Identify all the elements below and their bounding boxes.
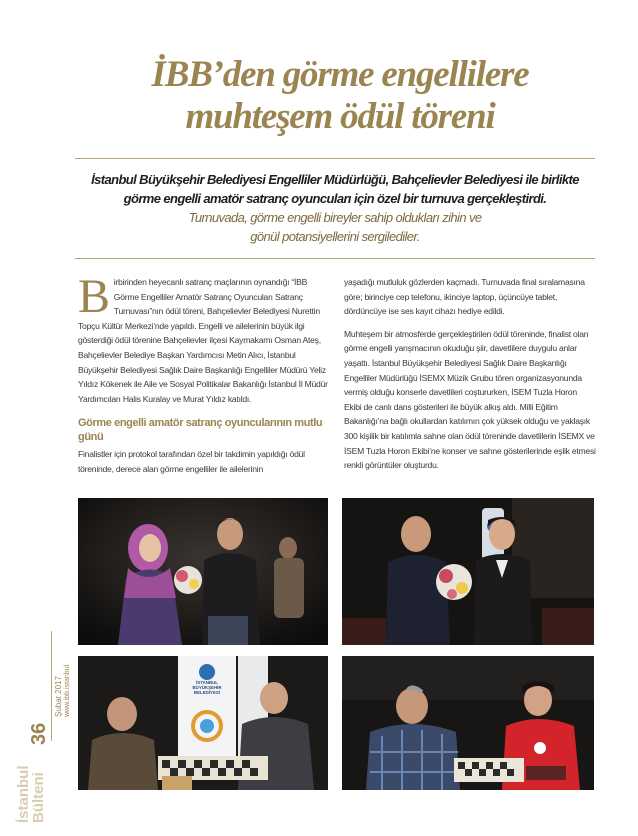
paragraph-2: Finalistler için protokol tarafından özel bir takdimin yapıldığı ödül töreninde, derece alan görme engelliler ile ailelerinin	[78, 449, 305, 474]
page-number: 36	[28, 722, 50, 745]
dropcap: B	[78, 270, 110, 323]
photo-chess-match-2-image	[342, 656, 594, 790]
subheading: Görme engelli amatör satranç oyuncularının mutlu günü	[78, 417, 323, 444]
photo-award-ceremony-1-image	[78, 498, 328, 645]
lead-line-2: görme engelli amatör satranç oyuncuları için özel bir turnuva gerçekleştirdi.	[123, 191, 547, 206]
paragraph-1-text: irbirinden heyecanlı satranç maçlarının oynandığı “İBB Görme Engelliler Amatör Satranç Oyuncuları Satranç Turnuvası”nın ödül töreni, Bahçelievler Belediyesi Nurettin Topçu Kültür Merkezi’nde yapıldı. Engelli ve ailelerinin büyük ilgi gösterdiği ödül törenine Bahçelievler ilçesi Kaymakamı Osman Ateş, Bahçelievler Belediye Başkan Yardımcısı Metin Alıcı, İstanbul Büyükşehir Belediyesi Sağlık Daire Başkanlığı Engelliler Müdürü Yeliz Yıldız Kökenek ile Aile ve Sosyal Politikalar Bakanlığı İstanbul İl Müdür Yardımcıları Halis Kuralay ve Murat Yıldız katıldı.	[78, 277, 328, 404]
photo-chess-match-1	[78, 656, 328, 790]
page-sidebar	[14, 625, 71, 825]
lead-line-4: gönül potansiyellerini sergilediler.	[250, 229, 420, 244]
divider-bottom	[75, 258, 595, 259]
title-line-1: İBB’den görme engellilere	[151, 54, 529, 95]
sidebar-brand	[16, 765, 46, 823]
banner-line-2: BÜYÜKŞEHİR	[192, 685, 222, 690]
banner-line-3: BELEDİYESİ	[193, 690, 221, 695]
paragraph-1	[78, 270, 330, 406]
paragraph-4: Muhteşem bir atmosferde gerçekleştirilen ödül töreninde, finalist olan görme engelli yarışmacının okuduğu şiir, davetlilere duygulu anlar yaşattı. İstanbul Büyükşehir Belediyesi Sağlık Daire Başkanlığı Engelliler Müdürlüğü İSEMX Müzik Grubu tören organizasyonunda vermiş olduğu konserle davetlileri coştururken, İSEM Tuzla Horon Ekibi de canlı dans gösterileri ile büyük alkış aldı. Milli Eğitim Bakanlığı’na bağlı okullardan katılımın çok yüksek olduğu ve yaklaşık 300 kişilik bir katılımla sahne olan ödül töreninde davetlilerin İSEMX ve İSEM Tuzla Horon Ekibi’ne konser ve sahne gösterilerinde eşlik etmesi renkli görüntüler oluşturdu.	[344, 328, 596, 471]
website-url: www.ibb.istanbul	[64, 664, 71, 717]
issue-date: Şubat 2017	[54, 676, 63, 717]
photo-award-ceremony-1	[78, 498, 328, 645]
photo-award-ceremony-2-image	[342, 498, 594, 645]
sidebar-meta	[54, 665, 72, 717]
sidebar-divider	[51, 631, 52, 741]
photo-chess-match-2	[342, 656, 594, 790]
body-column-left	[78, 270, 330, 485]
photo-banner-text	[180, 680, 234, 695]
sidebar-brand-line-2: Bülteni	[30, 772, 47, 823]
body-column-right	[344, 275, 596, 481]
lead-line-3: Turnuvada, görme engelli bireyler sahip oldukları zihin ve	[188, 210, 482, 225]
lead-paragraph	[75, 170, 595, 246]
page-title	[80, 54, 600, 138]
paragraph-3: yaşadığı mutluluk gözlerden kaçmadı. Turnuvada final sıralamasına göre; birinciye cep telefonu, ikinciye laptop, üçüncüye tablet, dördüncüye ise ses kayıt cihazı hediye edildi.	[344, 277, 585, 317]
sidebar-brand-line-1: İstanbul	[15, 765, 32, 823]
lead-line-1: İstanbul Büyükşehir Belediyesi Engelliler Müdürlüğü, Bahçelievler Belediyesi ile birlikte	[91, 172, 579, 187]
banner-line-1: İSTANBUL	[196, 680, 218, 685]
divider-top	[75, 158, 595, 159]
photo-award-ceremony-2	[342, 498, 594, 645]
title-line-2: muhteşem ödül töreni	[185, 96, 495, 137]
photo-chess-match-1-image	[78, 656, 328, 790]
